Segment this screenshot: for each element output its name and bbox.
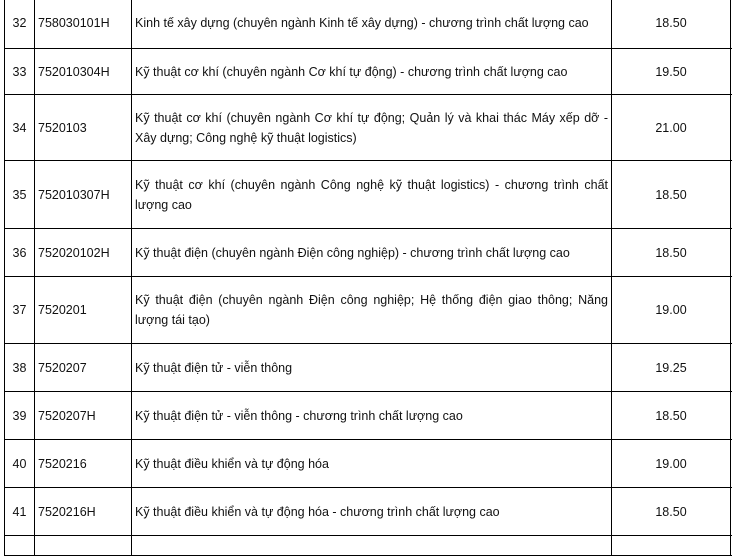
major-name: Kỹ thuật điện tử - viễn thông - chương trình chất lượng cao (132, 392, 612, 440)
row-number: 40 (5, 440, 35, 488)
major-name: Kỹ thuật điều khiển và tự động hóa (132, 440, 612, 488)
major-name: Kỹ thuật cơ khí (chuyên ngành Công nghệ kỹ thuật logistics) - chương trình chất lượng cao (132, 161, 612, 229)
major-name: Kỹ thuật điện (chuyên ngành Điện công nghiệp; Hệ thống điện giao thông; Năng lượng tái tạo) (132, 277, 612, 344)
benchmark-score: 18.50 (612, 161, 731, 229)
row-number: 37 (5, 277, 35, 344)
benchmark-score: 18.50 (612, 0, 731, 49)
benchmark-score: 18.50 (612, 392, 731, 440)
major-name: Kỹ thuật điện (chuyên ngành Điện công nghiệp) - chương trình chất lượng cao (132, 229, 612, 277)
major-code: 7520207 (35, 344, 132, 392)
table-row (5, 440, 732, 488)
row-number: 34 (5, 95, 35, 161)
row-number: 38 (5, 344, 35, 392)
table-row (5, 229, 732, 277)
row-number: 41 (5, 488, 35, 536)
benchmark-score: 19.00 (612, 277, 731, 344)
table-row (5, 0, 732, 49)
major-name: Kỹ thuật điều khiển và tự động hóa - chương trình chất lượng cao (132, 488, 612, 536)
major-code: 758030101H (35, 0, 132, 49)
table-row (5, 161, 732, 229)
major-code: 7520216 (35, 440, 132, 488)
major-code: 7520207H (35, 392, 132, 440)
benchmark-score: 19.50 (612, 49, 731, 95)
major-code: 7520201 (35, 277, 132, 344)
major-name: Kinh tế xây dựng (chuyên ngành Kinh tế xây dựng) - chương trình chất lượng cao (132, 0, 612, 49)
major-code: 752020102H (35, 229, 132, 277)
benchmark-score: 18.50 (612, 229, 731, 277)
table-row (5, 49, 732, 95)
benchmark-score: 19.25 (612, 344, 731, 392)
benchmark-score: 21.00 (612, 95, 731, 161)
row-number: 39 (5, 392, 35, 440)
major-name: Kỹ thuật cơ khí (chuyên ngành Cơ khí tự động) - chương trình chất lượng cao (132, 49, 612, 95)
admission-scores-table (4, 0, 732, 556)
benchmark-score: 19.00 (612, 440, 731, 488)
major-code: 752010304H (35, 49, 132, 95)
table-row (5, 277, 732, 344)
table-row (5, 392, 732, 440)
table-row (5, 344, 732, 392)
table-row (5, 95, 732, 161)
major-code: 752010307H (35, 161, 132, 229)
benchmark-score: 18.50 (612, 488, 731, 536)
major-name: Kỹ thuật điện tử - viễn thông (132, 344, 612, 392)
major-code: 7520216H (35, 488, 132, 536)
row-number: 33 (5, 49, 35, 95)
major-name: Kỹ thuật cơ khí (chuyên ngành Cơ khí tự động; Quản lý và khai thác Máy xếp dỡ - Xây dựng; Công nghệ kỹ thuật logistics) (132, 95, 612, 161)
row-number: 32 (5, 0, 35, 49)
major-code: 7520103 (35, 95, 132, 161)
row-number: 35 (5, 161, 35, 229)
table-row (5, 488, 732, 536)
row-number: 36 (5, 229, 35, 277)
